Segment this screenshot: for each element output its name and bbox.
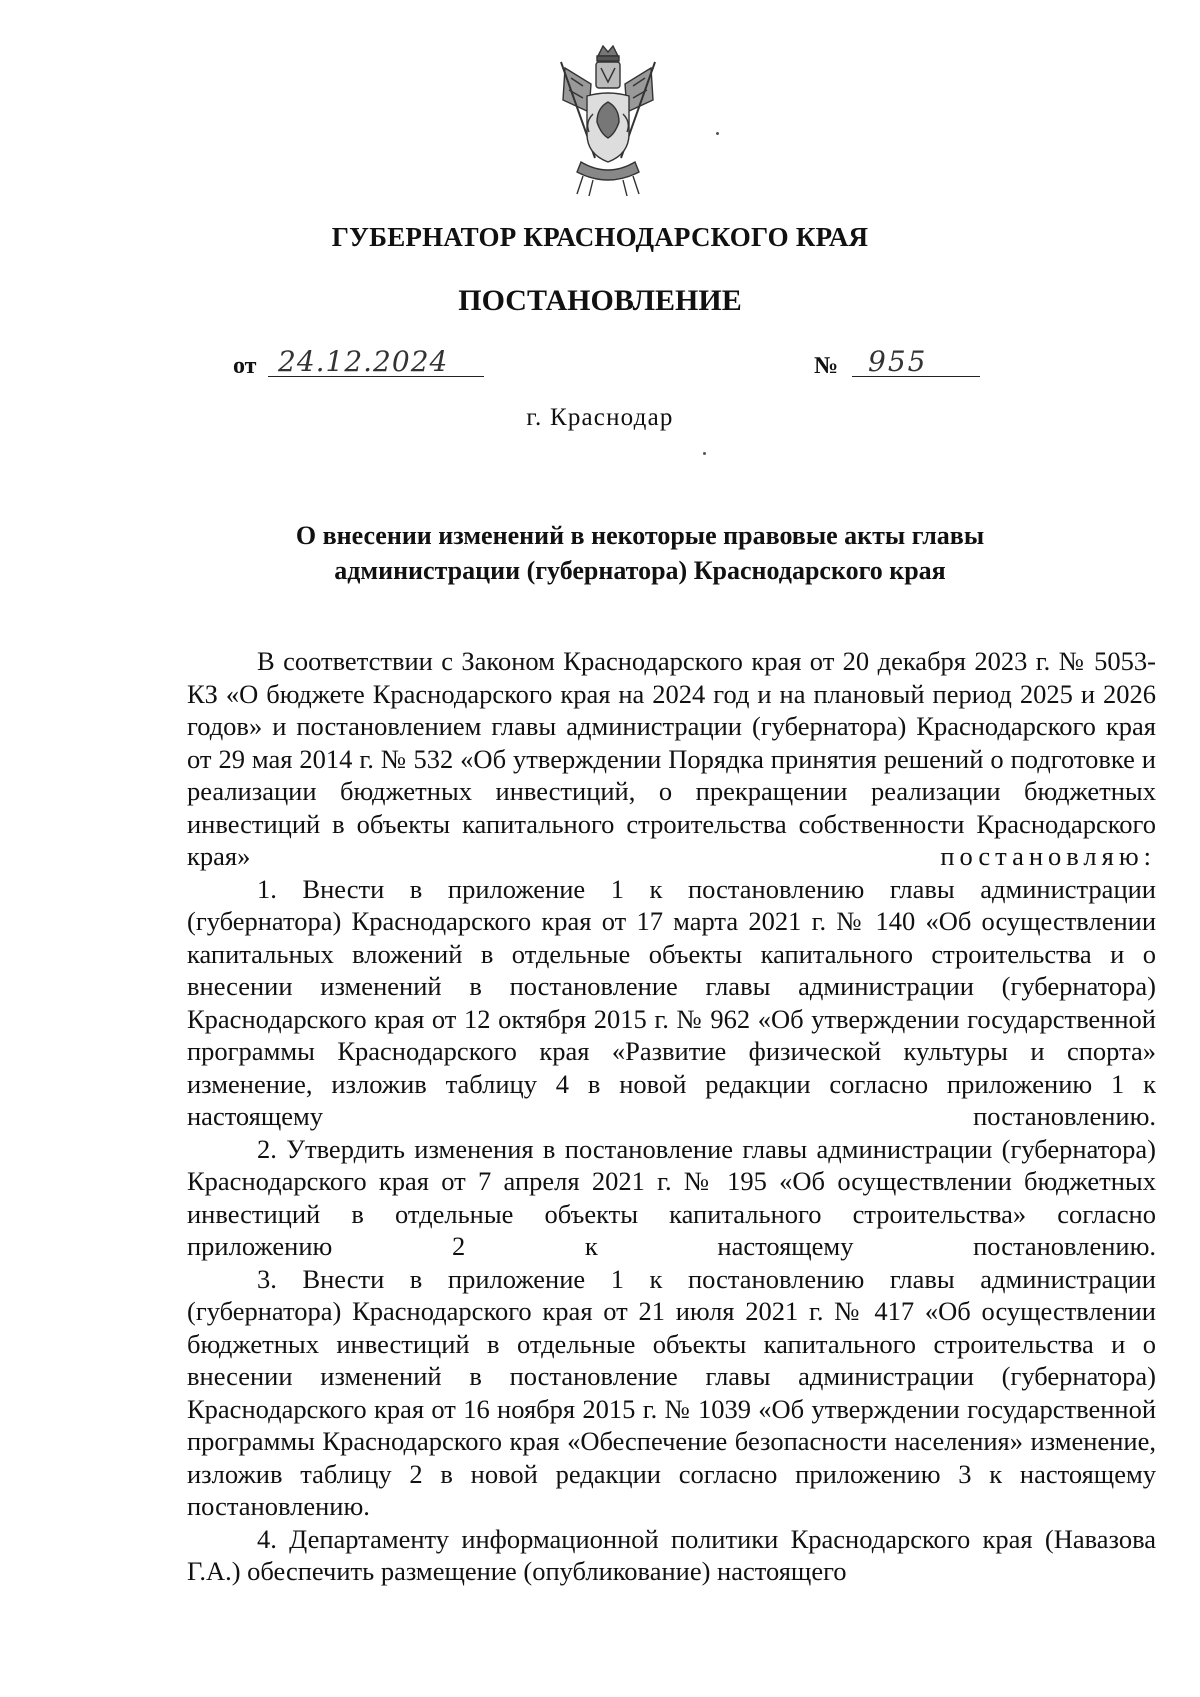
- decree-word: постановляю:: [940, 841, 1156, 871]
- preamble-text: В соответствии с Законом Краснодарского края от 20 декабря 2023 г. № 5053-КЗ «О бюджете Краснодарского края на 2024 год и на плановый период 2025 и 2026 годов» и постановлением главы администрации (губернатора) Краснодарского края от 29 мая 2014 г. № 532 «Об утверждении Порядка принятия решений о подготовке и реализации бюджетных инвестиций, о прекращении реализации бюджетных инвестиций в объекты капитального строительства собственности Краснодарского края»: [187, 646, 1156, 871]
- number-label: №: [814, 353, 839, 379]
- item-paragraph-3: 3. Внести в приложение 1 к постановлению главы администрации (губернатора) Краснодарского края от 21 июля 2021 г. № 417 «Об осуществлении бюджетных инвестиций в отдельные объекты капитального строительства и о внесении изменений в постановление главы администрации (губернатора) Краснодарского края от 16 ноября 2015 г. № 1039 «Об утверждении государственной программы Краснодарского края «Обеспечение безопасности населения» изменение, изложив таблицу 2 в новой редакции согласно приложению 3 к настоящему постановлению.: [187, 1263, 1156, 1521]
- item-paragraph-2: 2. Утвердить изменения в постановление главы администрации (губернатора) Краснодарского края от 7 апреля 2021 г. № 195 «Об осуществлении бюджетных инвестиций в отдельные объекты капитального строительства» согласно приложению 2 к настоящему постановлению.: [187, 1133, 1156, 1261]
- krasnodar-krai-coat-of-arms-icon: [553, 38, 663, 198]
- handwritten-number: 955: [852, 345, 980, 377]
- document-type-heading: ПОСТАНОВЛЕНИЕ: [458, 284, 742, 317]
- issuer-heading: ГУБЕРНАТОР КРАСНОДАРСКОГО КРАЯ: [331, 222, 869, 252]
- city-line: г. Краснодар: [526, 404, 674, 431]
- date-label: от: [233, 353, 257, 379]
- item-paragraph-1: 1. Внести в приложение 1 к постановлению главы администрации (губернатора) Краснодарского края от 17 марта 2021 г. № 140 «Об осуществлении капитальных вложений в отдельные объекты капитального строительства и о внесении изменений в постановление главы администрации (губернатора) Краснодарского края от 12 октября 2015 г. № 962 «Об утверждении государственной программы Краснодарского края «Развитие физической культуры и спорта» изменение, изложив таблицу 4 в новой редакции согласно приложению 1 к настоящему постановлению.: [187, 873, 1156, 1131]
- preamble-paragraph: [187, 645, 1156, 873]
- document-body: [187, 645, 1156, 1588]
- title-line-2: администрации (губернатора) Краснодарского края: [334, 556, 946, 585]
- item-paragraph-4: 4. Департаменту информационной политики Краснодарского края (Навазова Г.А.) обеспечить размещение (опубликование) настоящего: [187, 1523, 1156, 1586]
- scan-speck: [716, 132, 719, 135]
- handwritten-date: 24.12.2024: [268, 345, 484, 377]
- date-number-line: [0, 345, 1200, 385]
- scan-speck: [703, 452, 706, 455]
- title-line-1: О внесении изменений в некоторые правовые акты главы: [295, 521, 985, 550]
- document-title: [250, 518, 1030, 588]
